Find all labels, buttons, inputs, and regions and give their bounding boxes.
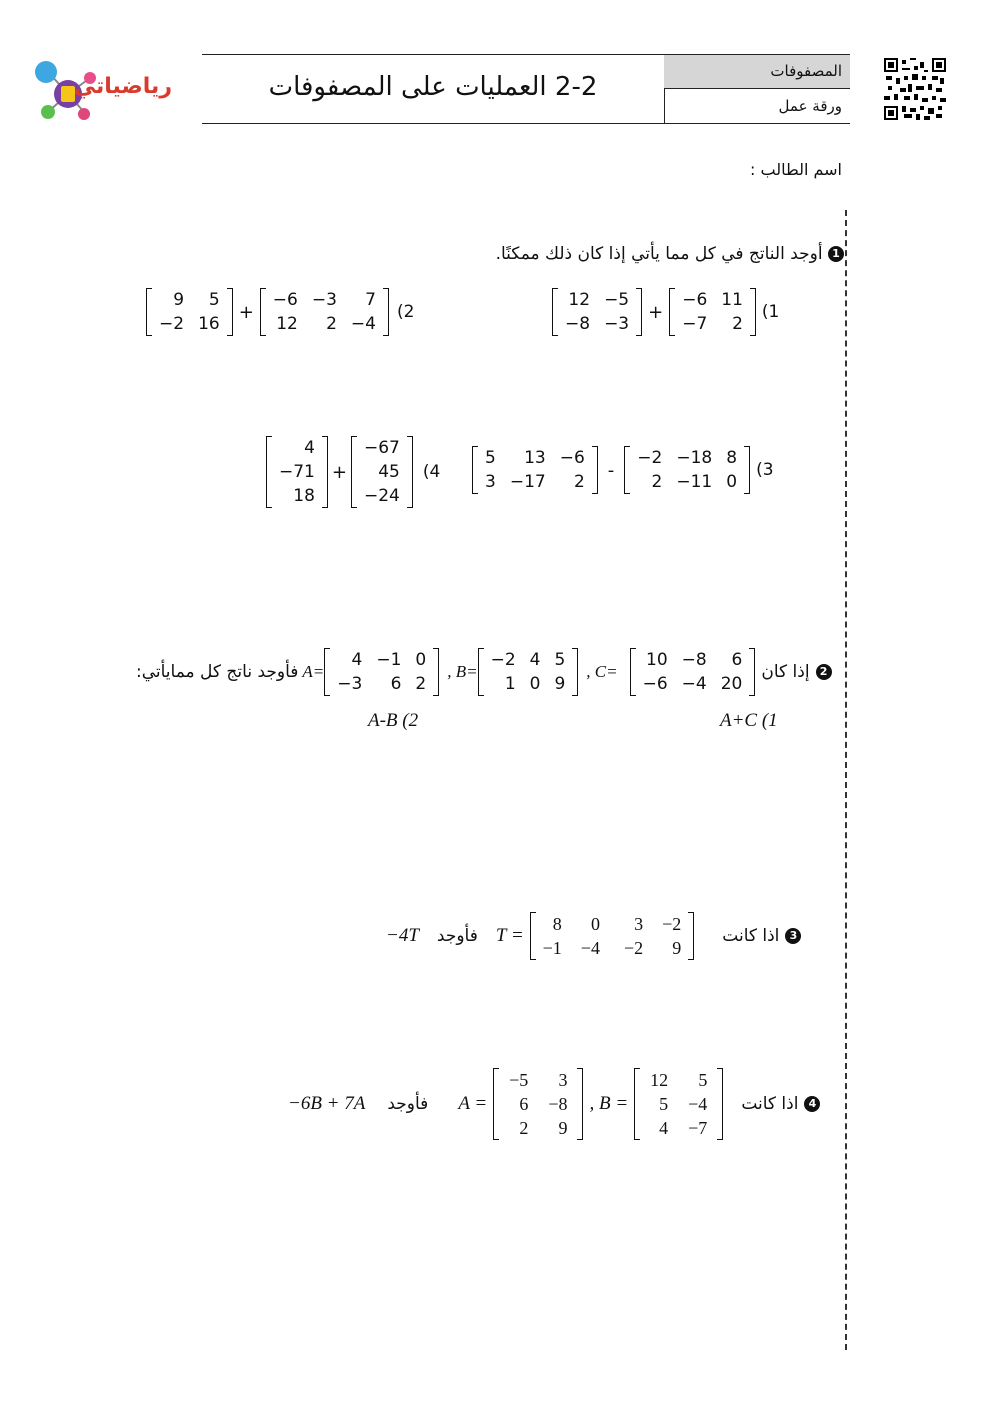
q4-matrix-a — [493, 1068, 583, 1140]
title-box — [202, 54, 665, 124]
margin-divider — [845, 210, 847, 1350]
unit-label: المصفوفات — [770, 62, 842, 80]
matrix-a-label: A= — [302, 662, 325, 681]
matrix-cell: −17 — [509, 472, 546, 492]
matrix-cell: 2 — [732, 314, 743, 334]
matrix-cell: −67 — [363, 438, 400, 458]
logo-text: رياضياتي — [73, 74, 172, 99]
matrix-cell: 10 — [646, 650, 668, 670]
q1-item-4-left-matrix — [266, 436, 328, 508]
matrix-cell: −3 — [604, 314, 630, 334]
matrix-cell: −2 — [662, 914, 682, 934]
matrix-b — [478, 648, 579, 696]
matrix-cell: 2 — [415, 674, 427, 694]
q4-matrix-b — [634, 1068, 723, 1140]
matrix-cell: −11 — [676, 472, 713, 492]
q2-part-1: A+C (1 — [720, 710, 778, 731]
logo — [28, 54, 178, 124]
question-2-find-text: فأوجد ناتج كل ممايأتي: — [136, 662, 299, 682]
matrix-cell: −4 — [350, 314, 376, 334]
matrix-cell: −5 — [509, 1070, 529, 1090]
matrix-cell: 1 — [504, 674, 516, 694]
question-3-badge: 3 — [785, 928, 801, 944]
info-box — [664, 54, 850, 124]
matrix-cell: 5 — [554, 650, 566, 670]
matrix-cell: −1 — [542, 938, 562, 958]
question-4-badge: 4 — [804, 1096, 820, 1112]
question-3 — [386, 912, 801, 960]
matrix-cell: 0 — [529, 674, 541, 694]
matrix-c — [630, 648, 756, 696]
matrix-cell: −2 — [159, 314, 185, 334]
q1-item-4-right-matrix — [351, 436, 413, 508]
q1-item-1-left-matrix — [552, 288, 642, 336]
matrix-cell: 5 — [485, 448, 496, 468]
matrix-cell: −3 — [311, 290, 337, 310]
matrix-cell: −3 — [337, 674, 363, 694]
item-number: (1 — [761, 302, 780, 322]
q1-item-2-right-matrix — [260, 288, 389, 336]
matrix-cell: −4 — [688, 1094, 708, 1114]
matrix-cell: −2 — [490, 650, 516, 670]
q1-item-1-right-matrix — [669, 288, 756, 336]
matrix-t — [530, 912, 695, 960]
question-2 — [136, 648, 832, 696]
question-1-prompt — [496, 244, 844, 264]
matrix-cell: 18 — [293, 486, 315, 506]
page-title: 2-2 العمليات على المصفوفات — [268, 72, 598, 102]
matrix-cell: 20 — [720, 674, 743, 694]
matrix-cell: 11 — [721, 290, 743, 310]
operator: + — [238, 301, 254, 323]
matrix-cell: 5 — [698, 1070, 708, 1090]
q1-item-1 — [552, 288, 779, 336]
q4-matrix-b-label: , B = — [589, 1093, 629, 1114]
matrix-cell: −8 — [565, 314, 591, 334]
matrix-cell: 12 — [276, 314, 298, 334]
q4-matrix-a-label: A = — [458, 1093, 488, 1114]
matrix-cell: 3 — [485, 472, 496, 492]
unit-cell — [664, 55, 850, 89]
student-name-label: اسم الطالب : — [750, 160, 842, 179]
matrix-cell: 2 — [651, 472, 663, 492]
q4-if-text: اذا كانت — [741, 1094, 799, 1114]
matrix-cell: −2 — [637, 448, 663, 468]
matrix-cell: 13 — [524, 448, 546, 468]
matrix-cell: 0 — [726, 472, 738, 492]
matrix-cell: 6 — [519, 1094, 529, 1114]
q1-item-3-left-matrix — [472, 446, 598, 494]
matrix-cell: 0 — [590, 914, 600, 934]
matrix-cell: 6 — [390, 674, 402, 694]
q4-find-text: فأوجد — [387, 1094, 429, 1114]
matrix-cell: 6 — [731, 650, 743, 670]
question-1-text: أوجد الناتج في كل مما يأتي إذا كان ذلك ممكنًا. — [495, 244, 823, 264]
sheet-type-label: ورقة عمل — [778, 97, 842, 115]
matrix-cell: −6 — [272, 290, 298, 310]
matrix-cell: −6 — [682, 290, 708, 310]
matrix-cell: 5 — [208, 290, 220, 310]
matrix-cell: 12 — [568, 290, 591, 310]
question-1-badge: 1 — [828, 246, 844, 262]
matrix-cell: 0 — [415, 650, 427, 670]
matrix-a — [324, 648, 439, 696]
q1-item-2-left-matrix — [146, 288, 233, 336]
q1-item-3 — [472, 446, 774, 494]
question-2-if-text: إذا كان — [761, 662, 810, 682]
matrix-t-label: T = — [495, 925, 524, 946]
q1-item-2 — [146, 288, 414, 336]
q1-item-3-right-matrix — [624, 446, 750, 494]
q3-expression: −4T — [386, 925, 419, 946]
matrix-cell: 2 — [573, 472, 585, 492]
matrix-cell: −4 — [681, 674, 707, 694]
matrix-cell: 9 — [672, 938, 682, 958]
matrix-cell: 5 — [659, 1094, 669, 1114]
matrix-cell: 16 — [198, 314, 220, 334]
matrix-cell: 4 — [351, 650, 363, 670]
matrix-cell: 12 — [650, 1070, 669, 1090]
operator: + — [648, 301, 664, 323]
q2-part-2: A-B (2 — [368, 710, 419, 731]
matrix-cell: 8 — [726, 448, 738, 468]
matrix-cell: 3 — [558, 1070, 568, 1090]
matrix-cell: −24 — [363, 486, 400, 506]
matrix-cell: 4 — [529, 650, 541, 670]
matrix-cell: −2 — [623, 938, 644, 958]
question-2-badge: 2 — [816, 664, 832, 680]
matrix-cell: −18 — [676, 448, 713, 468]
matrix-cell: −8 — [548, 1094, 568, 1114]
matrix-cell: −4 — [580, 938, 600, 958]
operator: - — [607, 459, 615, 481]
matrix-cell: −7 — [682, 314, 708, 334]
operator: + — [331, 461, 347, 483]
matrix-cell: 9 — [554, 674, 566, 694]
q1-item-4 — [266, 436, 440, 508]
matrix-cell: 3 — [634, 914, 644, 934]
matrix-cell: −8 — [681, 650, 707, 670]
matrix-cell: 45 — [378, 462, 400, 482]
matrix-cell: −6 — [642, 674, 668, 694]
matrix-cell: 9 — [173, 290, 185, 310]
matrix-cell: −7 — [688, 1118, 708, 1138]
matrix-cell: 9 — [558, 1118, 568, 1138]
q3-find-text: فأوجد — [436, 926, 478, 946]
matrix-cell: 2 — [326, 314, 337, 334]
item-number: (4 — [422, 462, 441, 482]
question-4 — [288, 1068, 820, 1140]
matrix-cell: 8 — [552, 914, 562, 934]
matrix-b-label: , B= — [447, 662, 478, 681]
matrix-cell: −6 — [559, 448, 585, 468]
q4-expression: −6B + 7A — [288, 1093, 366, 1114]
matrix-cell: 4 — [304, 438, 315, 458]
matrix-cell: −5 — [604, 290, 630, 310]
matrix-cell: 4 — [659, 1118, 669, 1138]
matrix-c-label: , C= — [586, 662, 618, 681]
matrix-cell: 7 — [365, 290, 376, 310]
matrix-cell: −71 — [279, 462, 315, 482]
matrix-cell: 2 — [519, 1118, 529, 1138]
q3-if-text: اذا كانت — [722, 926, 780, 946]
item-number: (2 — [396, 302, 415, 322]
matrix-cell: −1 — [376, 650, 402, 670]
item-number: (3 — [756, 460, 774, 480]
qr-code-icon — [884, 58, 946, 120]
